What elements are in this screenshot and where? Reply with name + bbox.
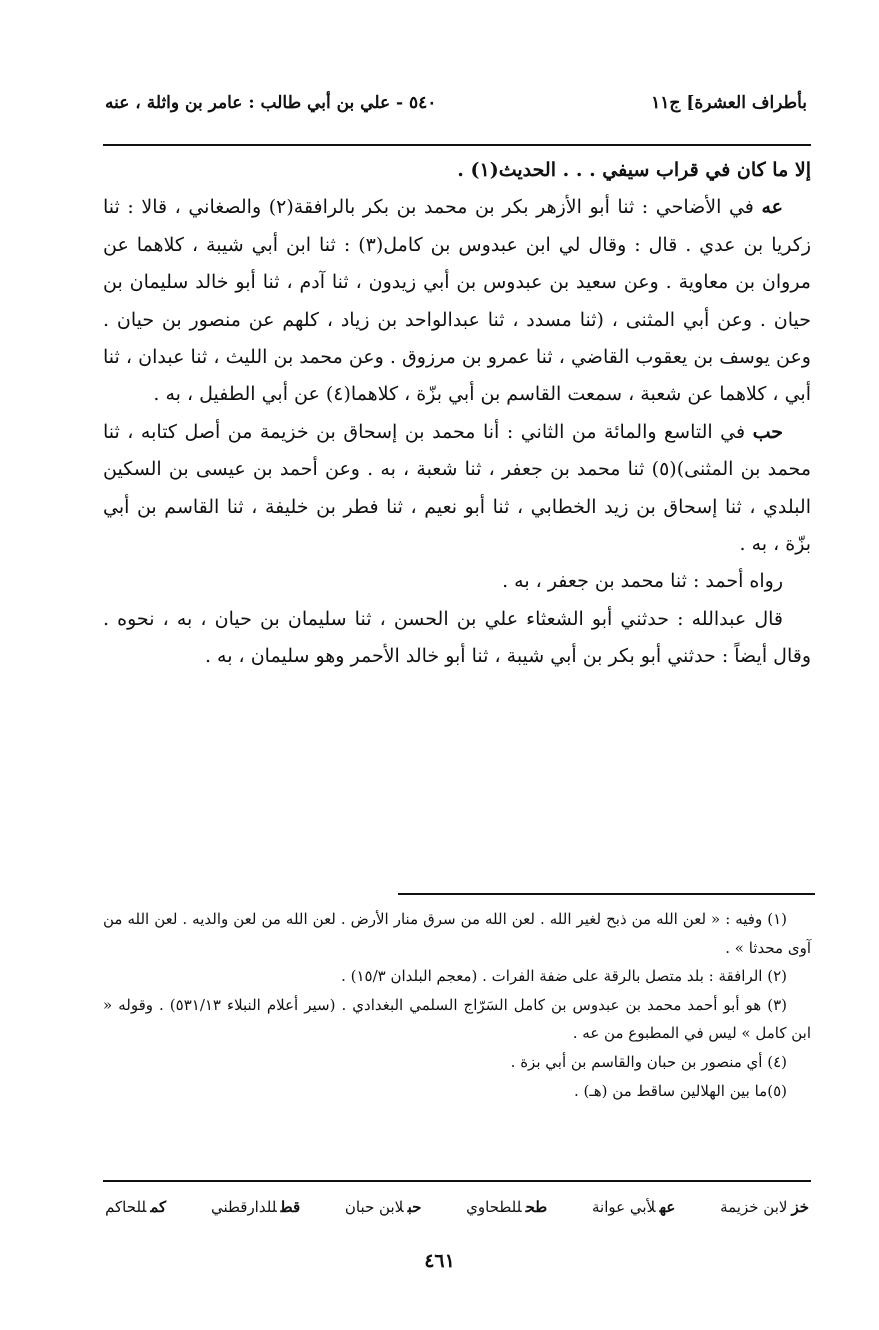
- abbreviation-code: طح: [525, 1198, 548, 1216]
- abbreviations-key: [105, 1190, 809, 1224]
- footnote: (٤) أي منصور بن حبان والقاسم بن أبي بزة .: [510, 1052, 787, 1071]
- abbreviation-name: للحاكم: [105, 1198, 147, 1216]
- paragraph: [103, 563, 811, 600]
- abbreviation-code: كم: [150, 1198, 167, 1216]
- source-symbol: حب: [752, 420, 783, 443]
- abbreviation: [466, 1198, 547, 1216]
- abbreviations-divider: [103, 1180, 811, 1182]
- abbreviation-name: لأبي عوانة: [591, 1198, 656, 1216]
- abbreviation: [105, 1198, 166, 1216]
- footnote: (١) وفيه : « لعن الله من ذبح لغير الله . لعن الله من سرق منار الأرض . لعن الله من لعن والديه . لعن الله من آوى محدثا » .: [103, 910, 811, 957]
- abbreviation-name: للدارقطني: [210, 1198, 277, 1216]
- abbreviation-name: للطحاوي: [466, 1198, 522, 1216]
- page-number: ٤٦١: [424, 1250, 455, 1272]
- running-header: [105, 86, 807, 120]
- abbreviation: [592, 1198, 675, 1216]
- abbreviation-name: لابن حبان: [344, 1198, 404, 1216]
- abbreviation-code: عه: [659, 1198, 676, 1216]
- footnotes: [103, 905, 811, 1105]
- source-symbol: عه: [761, 196, 783, 219]
- footnote: (٥)ما بين الهلالين ساقط من (هـ) .: [573, 1081, 787, 1100]
- abbreviation-name: لابن خزيمة: [720, 1198, 788, 1216]
- abbreviation: [720, 1198, 809, 1216]
- abbreviation-code: حب: [407, 1198, 422, 1216]
- abbreviation-code: خز: [791, 1198, 809, 1216]
- header-divider: [103, 144, 811, 146]
- footnote: (٣) هو أبو أحمد محمد بن عبدوس بن كامل السَرّاج السلمي البغدادي . (سير أعلام النبلاء ٥٣١/١٣) . وقوله « ابن كامل » ليس في المطبوع من عه .: [103, 995, 811, 1043]
- main-text: [103, 152, 811, 676]
- abbreviation: [345, 1198, 422, 1216]
- footnote: (٢) الرافقة : بلد متصل بالرقة على ضفة الفرات . (معجم البلدان ١٥/٣) .: [341, 967, 787, 986]
- paragraph-text: في الأضاحي : ثنا أبو الأزهر بكر بن محمد بن بكر بالرافقة(٢) والصغاني ، قالا : ثنا زكريا بن عدي . قال : وقال لي ابن عبدوس بن كامل(٣) : ثنا ابن أبي شيبة ، كلاهما عن مروان بن معاوية . وعن سعيد بن عبدوس بن أبي زيدون ، ثنا آدم ، ثنا أبو خالد سليمان بن حيان . وعن أبي المثنى ، (ثنا مسدد ، ثنا عبدالواحد بن زياد ، كلهم عن منصور بن حيان . وعن يوسف بن يعقوب القاضي ، ثنا عمرو بن مرزوق . وعن محمد بن الليث ، ثنا عبدان ، ثنا أبي ، كلاهما عن شعبة ، سمعت القاسم بن أبي بزّة ، كلاهما(٤) عن أبي الطفيل ، به .: [103, 196, 811, 406]
- paragraph: [103, 414, 811, 564]
- paragraph: [103, 152, 811, 189]
- paragraph-text: إلا ما كان في قراب سيفي . . . الحديث(١) .: [457, 159, 811, 181]
- section-title: ٥٤٠ - علي بن أبي طالب : عامر بن واثلة ، عنه: [105, 93, 437, 113]
- abbreviation: [211, 1198, 300, 1216]
- paragraph-text: قال عبدالله : حدثني أبو الشعثاء علي بن الحسن ، ثنا سليمان بن حيان ، به ، نحوه . وقال أيضاً : حدثني أبو بكر بن أبي شيبة ، ثنا أبو خالد الأحمر وهو سليمان ، به .: [103, 607, 811, 668]
- paragraph-text: رواه أحمد : ثنا محمد بن جعفر ، به .: [502, 570, 783, 593]
- paragraph: [103, 189, 811, 413]
- book-title: بأطراف العشرة] ج١١: [651, 93, 807, 113]
- paragraph-text: في التاسع والمائة من الثاني : أنا محمد بن إسحاق بن خزيمة من أصل كتابه ، ثنا محمد بن المثنى)(٥) ثنا محمد بن جعفر ، ثنا شعبة ، به . وعن أحمد بن عيسى بن السكين البلدي ، ثنا إسحاق بن زيد الخطابي ، ثنا أبو نعيم ، ثنا فطر بن خليفة ، ثنا القاسم بن أبي بزّة ، به .: [103, 420, 811, 556]
- footnote-divider: [398, 893, 815, 895]
- abbreviation-code: قط: [280, 1198, 301, 1216]
- paragraph: [103, 601, 811, 676]
